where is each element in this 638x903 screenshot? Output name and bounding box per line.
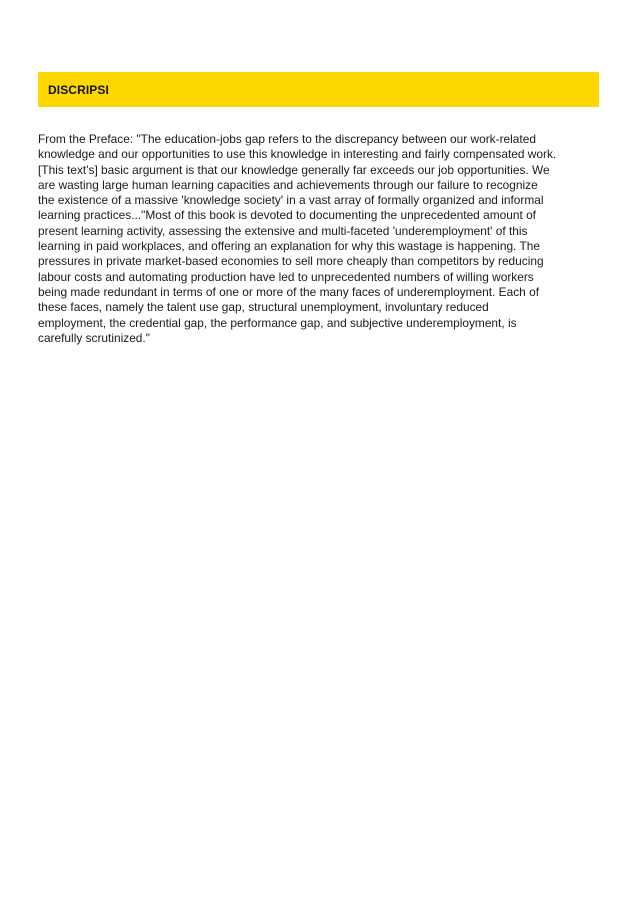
description-paragraph: From the Preface: "The education-jobs gap refers to the discrepancy between our work-related knowledge and our opportunities to use this knowledge in interesting and fairly compensated work. [This text's] basic argument is that our knowledge generally far exceeds our job opportunities. We are wasting large human learning capacities and achievements through our failure to recognize the existence of a massive 'knowledge society' in a vast array of formally organized and informal learning practices..."Most of this book is devoted to documenting the unprecedented amount of present learning activity, assessing the extensive and multi-faceted 'underemployment' of this learning in paid workplaces, and offering an explanation for why this wastage is happening. The pressures in private market-based economies to sell more cheaply than competitors by reducing labour costs and automating production have led to unprecedented numbers of willing workers being made redundant in terms of one or more of the many faces of underemployment. Each of these faces, namely the talent use gap, structural unemployment, involuntary reduced employment, the credential gap, the performance gap, and subjective underemployment, is carefully scrutinized." [38, 132, 557, 345]
section-title: DISCRIPSI [48, 82, 109, 97]
section-header-bar [38, 72, 599, 107]
